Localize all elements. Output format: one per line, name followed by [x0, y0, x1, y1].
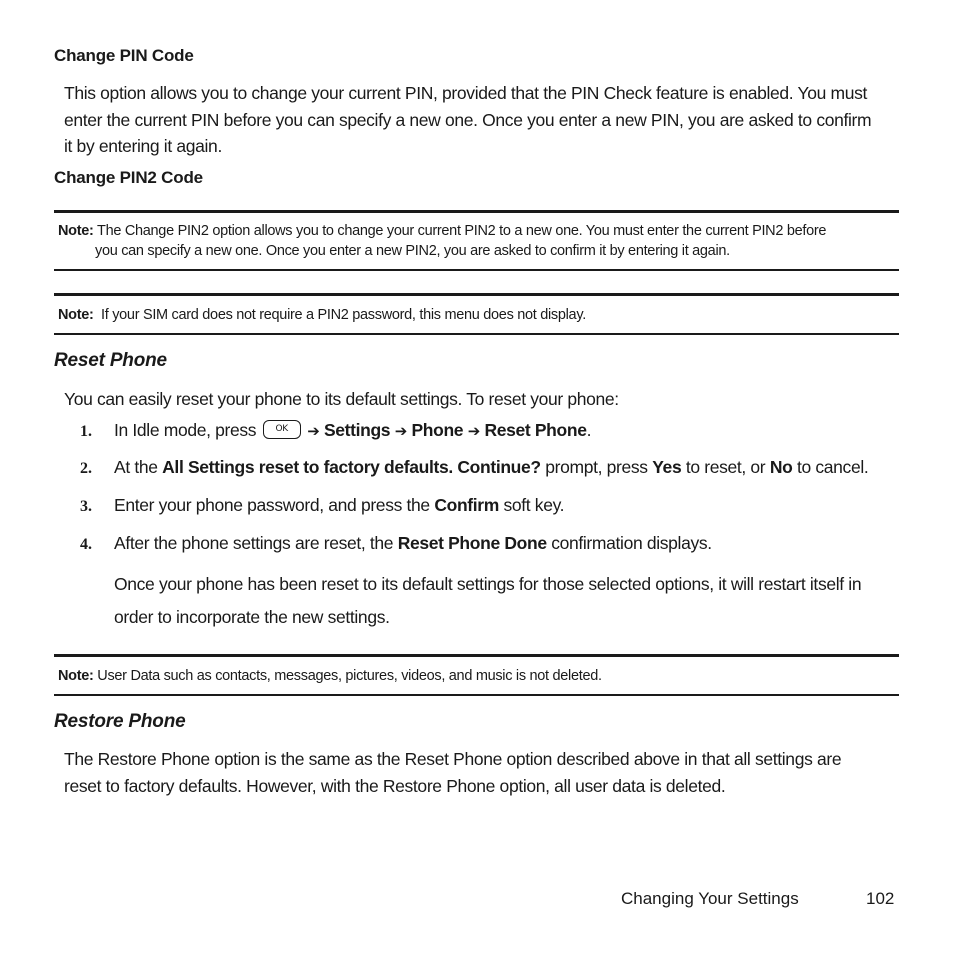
note-text	[58, 666, 885, 686]
yes-key-label: Yes	[652, 457, 682, 477]
paragraph-line: order to incorporate the new settings.	[114, 607, 390, 627]
heading-restore-phone: Restore Phone	[54, 711, 186, 732]
step-text: After the phone settings are reset, the	[114, 533, 394, 553]
note-text	[58, 305, 885, 325]
reset-intro: You can easily reset your phone to its default settings. To reset your phone:	[64, 389, 619, 409]
note-label: Note:	[58, 307, 94, 323]
change-pin-paragraph	[64, 80, 871, 160]
step-number: 2.	[80, 460, 92, 477]
step-text: confirmation displays.	[551, 533, 712, 553]
step-number: 1.	[80, 423, 92, 440]
restore-paragraph	[64, 746, 841, 799]
step-3	[114, 495, 564, 516]
step-end: .	[586, 420, 592, 440]
reset-done-label: Reset Phone Done	[397, 533, 547, 553]
step-1	[114, 420, 591, 441]
footer-section-title: Changing Your Settings	[621, 889, 799, 908]
paragraph-line: This option allows you to change your current PIN, provided that the PIN Check feature is enabled. You must	[64, 83, 868, 103]
note-line	[58, 241, 885, 261]
note-body: If your SIM card does not require a PIN2 password, this menu does not display.	[101, 307, 586, 323]
note-text	[58, 221, 885, 261]
step-text: In Idle mode, press	[114, 420, 257, 440]
note-line-1: The Change PIN2 option allows you to change your current PIN2 to a new one. You must enter the current PIN2 before	[97, 223, 827, 239]
note-body: User Data such as contacts, messages, pictures, videos, and music is not deleted.	[97, 668, 602, 684]
note-label: Note:	[58, 223, 94, 239]
heading-reset-phone: Reset Phone	[54, 350, 167, 371]
note-line-2: you can specify a new one. Once you enter a new PIN2, you are asked to confirm it by entering it again.	[95, 243, 730, 259]
heading-change-pin2-code: Change PIN2 Code	[54, 168, 203, 187]
arrow-icon: ➔	[394, 422, 407, 440]
step-text: At the	[114, 457, 158, 477]
prompt-text: All Settings reset to factory defaults. Continue?	[162, 457, 541, 477]
note-label: Note:	[58, 668, 94, 684]
note-line	[58, 221, 885, 241]
page-number: 102	[866, 889, 895, 908]
step-text: soft key.	[503, 495, 565, 515]
paragraph-line: reset to factory defaults. However, with the Restore Phone option, all user data is deleted.	[64, 775, 726, 796]
step-2	[114, 457, 868, 478]
heading-change-pin-code: Change PIN Code	[54, 46, 194, 65]
note-box-pin2	[54, 210, 899, 271]
reset-followup	[114, 568, 861, 634]
step-text: prompt, press	[545, 457, 648, 477]
note-box-user-data	[54, 654, 899, 696]
paragraph-line: enter the current PIN before you can specify a new one. Once you enter a new PIN, you are asked to confirm	[64, 109, 872, 130]
paragraph-line: it by entering it again.	[64, 136, 222, 156]
step-number: 4.	[80, 536, 92, 553]
menu-phone: Phone	[411, 420, 464, 440]
step-text: Enter your phone password, and press the	[114, 495, 430, 515]
menu-settings: Settings	[323, 420, 391, 440]
ok-key-icon: OK	[263, 420, 301, 439]
paragraph-line: Once your phone has been reset to its default settings for those selected options, it will restart itself in	[114, 574, 862, 594]
arrow-icon: ➔	[467, 422, 480, 440]
menu-reset-phone: Reset Phone	[484, 420, 587, 440]
step-text: to reset, or	[685, 457, 766, 477]
confirm-key-label: Confirm	[434, 495, 499, 515]
note-box-sim	[54, 293, 899, 335]
arrow-icon: ➔	[307, 422, 320, 440]
step-number: 3.	[80, 498, 92, 515]
step-4	[114, 533, 712, 554]
no-key-label: No	[769, 457, 793, 477]
paragraph-line: The Restore Phone option is the same as the Reset Phone option described above in that all settings are	[64, 749, 842, 769]
step-text: to cancel.	[796, 457, 869, 477]
